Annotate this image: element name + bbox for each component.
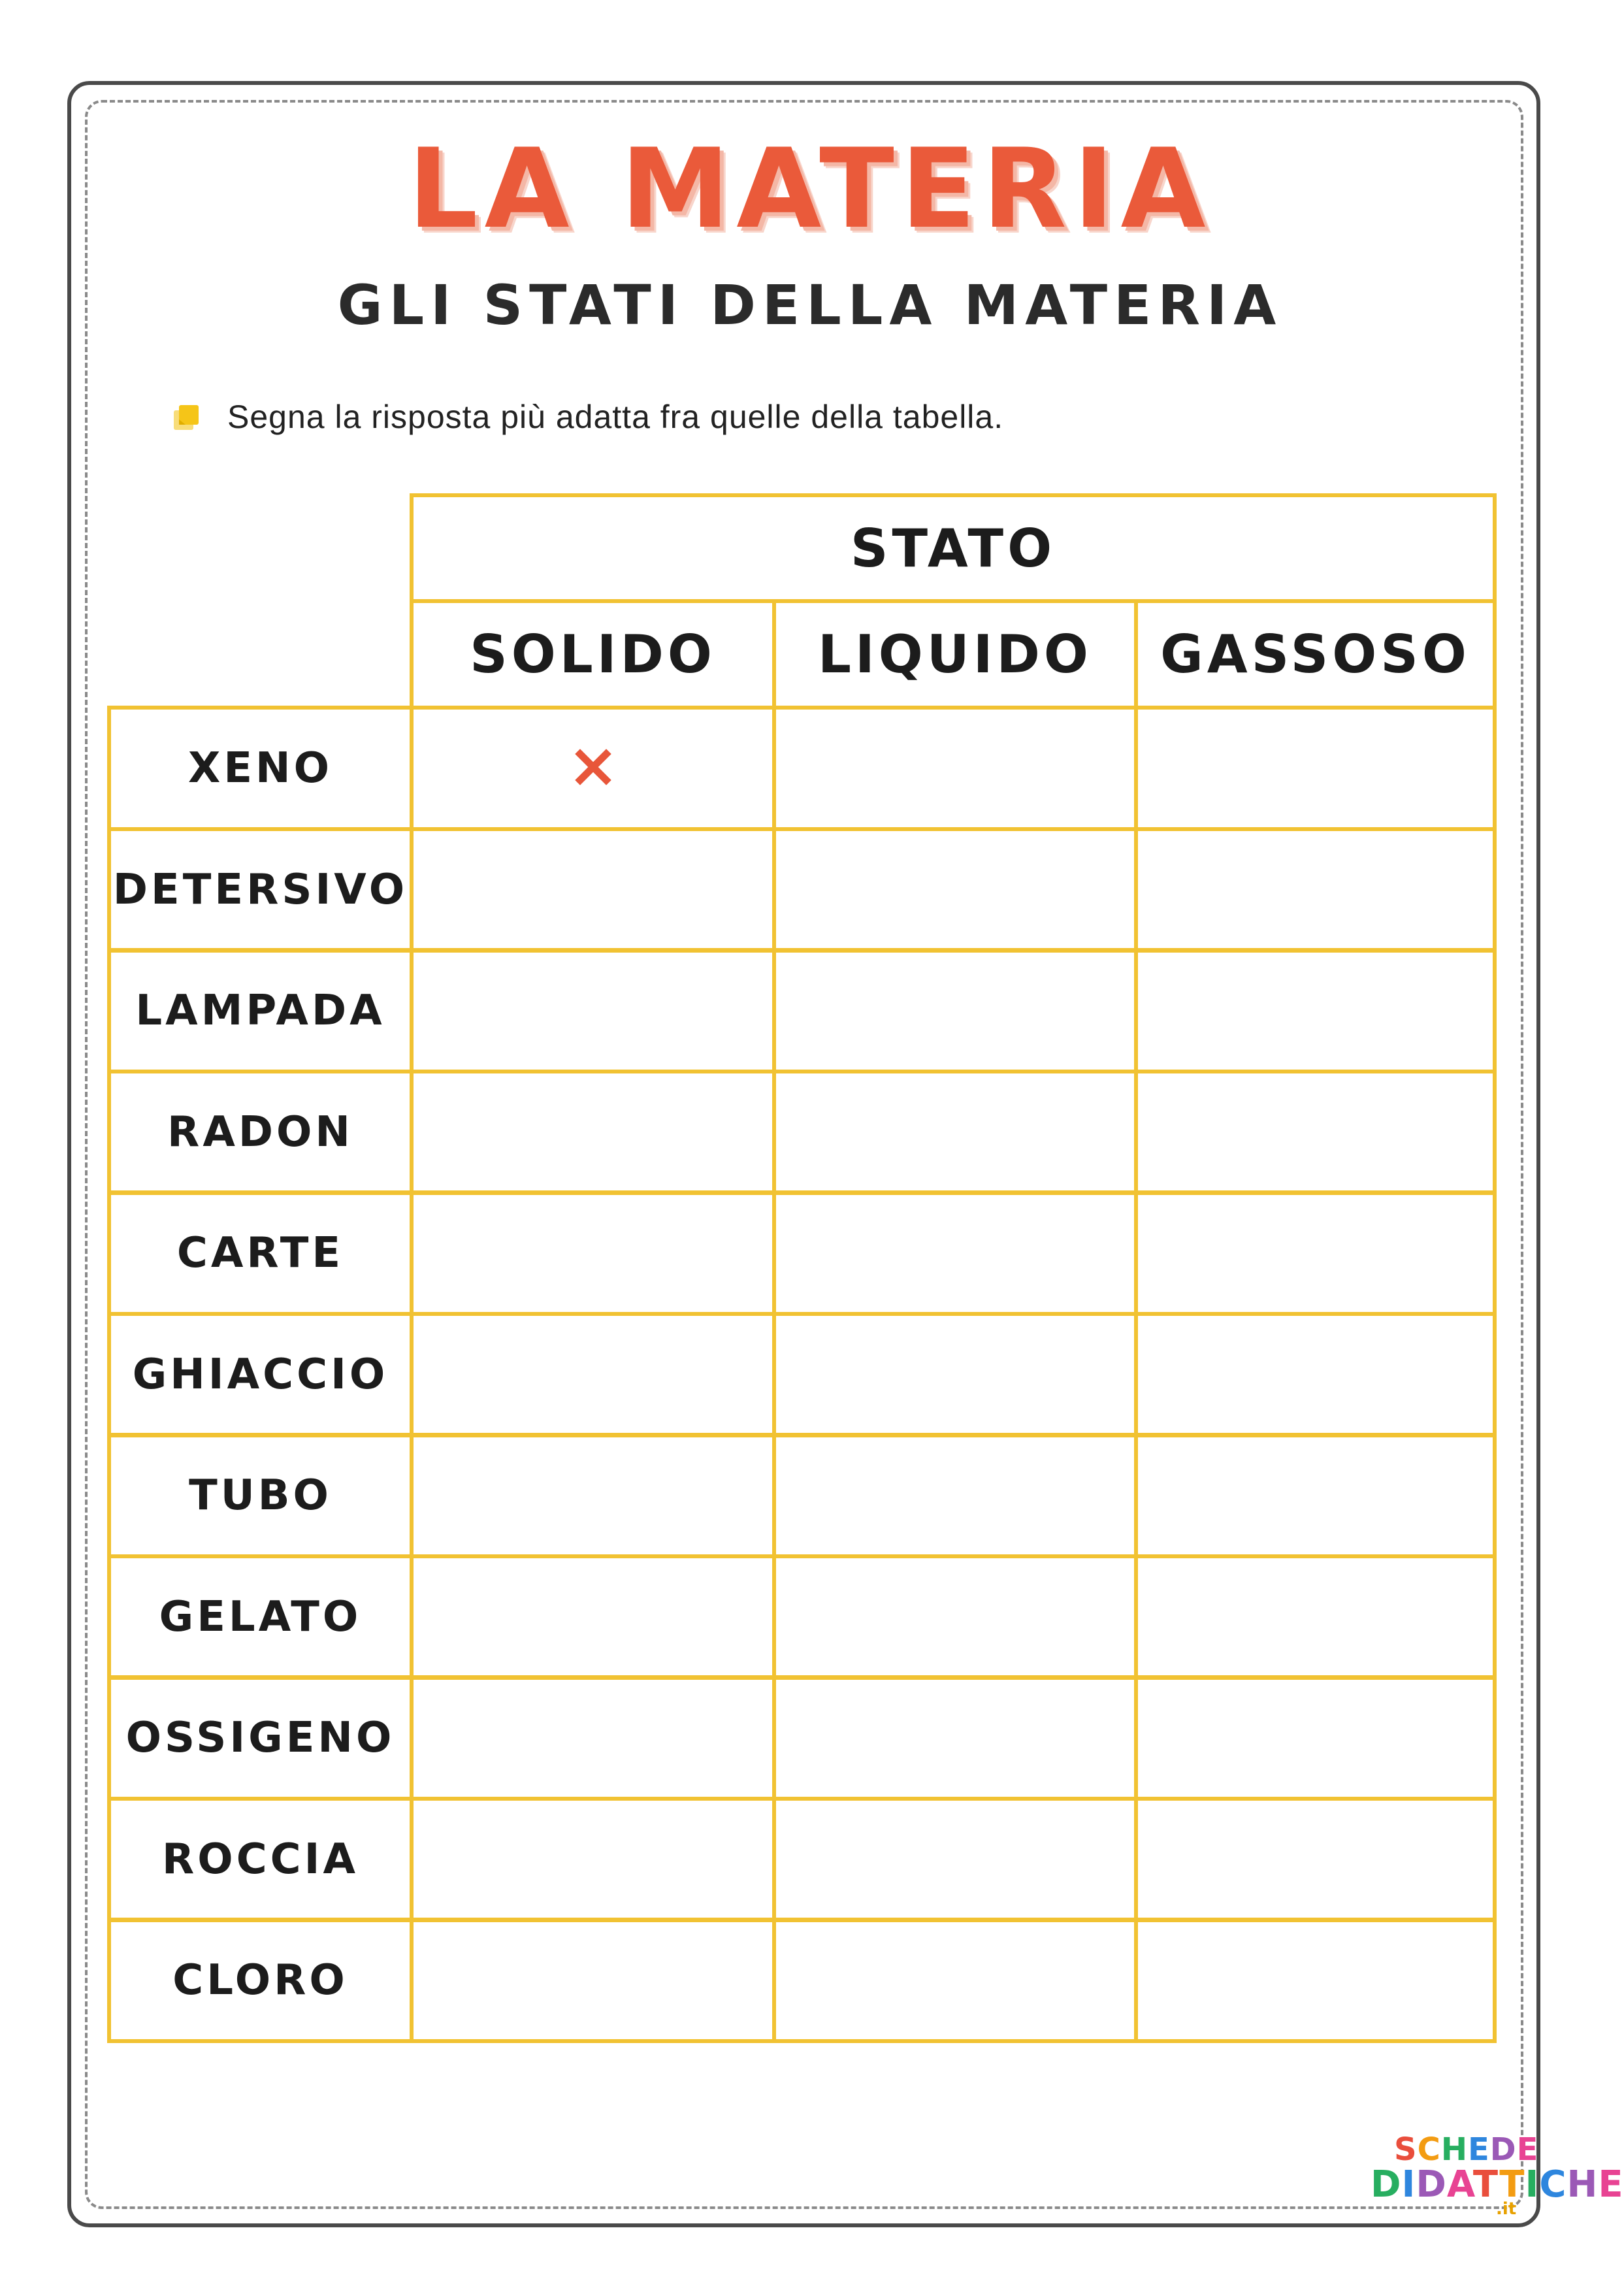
answer-cell[interactable] <box>410 1797 776 1922</box>
row-label: XENO <box>107 706 414 831</box>
answer-cell[interactable] <box>1134 1312 1497 1437</box>
row-label: OSSIGENO <box>107 1675 414 1801</box>
column-header-solido: SOLIDO <box>410 599 776 710</box>
site-logo <box>1368 2131 1624 2219</box>
page-title: LA MATERIA <box>408 125 1212 253</box>
answer-cell[interactable] <box>772 1918 1138 2043</box>
row-label: TUBO <box>107 1433 414 1558</box>
answer-cell[interactable] <box>772 1797 1138 1922</box>
answer-cell[interactable] <box>772 1070 1138 1195</box>
answer-cell[interactable] <box>410 1312 776 1437</box>
answer-cell[interactable] <box>772 1554 1138 1680</box>
logo-line-1: SCHEDE <box>1394 2131 1539 2168</box>
answer-cell[interactable] <box>1134 948 1497 1073</box>
logo-line-2: DIDATTICHE <box>1371 2163 1624 2206</box>
row-label: CLORO <box>107 1918 414 2043</box>
answer-cell[interactable] <box>410 1070 776 1195</box>
answer-cell[interactable] <box>1134 706 1497 831</box>
answer-cell[interactable] <box>1134 1675 1497 1801</box>
answer-cell[interactable] <box>1134 1918 1497 2043</box>
instruction-text: Segna la risposta più adatta fra quelle della tabella. <box>227 399 1004 435</box>
answer-cell[interactable] <box>772 1433 1138 1558</box>
answer-cell[interactable] <box>410 1554 776 1680</box>
answer-cell[interactable] <box>1134 1433 1497 1558</box>
column-header-gassoso: GASSOSO <box>1134 599 1497 710</box>
row-label: GHIACCIO <box>107 1312 414 1437</box>
cross-mark-icon <box>574 747 613 789</box>
row-label: RADON <box>107 1070 414 1195</box>
answer-cell[interactable] <box>772 1190 1138 1316</box>
answer-cell[interactable] <box>410 1675 776 1801</box>
answer-cell[interactable] <box>1134 1554 1497 1680</box>
answer-cell[interactable] <box>772 1675 1138 1801</box>
answer-cell[interactable] <box>772 827 1138 953</box>
answer-cell[interactable] <box>772 706 1138 831</box>
table-group-header: STATO <box>410 493 1497 603</box>
answer-cell[interactable] <box>1134 1797 1497 1922</box>
answer-cell[interactable] <box>410 706 776 831</box>
answer-cell[interactable] <box>1134 1190 1497 1316</box>
answer-cell[interactable] <box>410 948 776 1073</box>
answer-cell[interactable] <box>410 1918 776 2043</box>
row-label: ROCCIA <box>107 1797 414 1922</box>
answer-cell[interactable] <box>410 1433 776 1558</box>
column-header-liquido: LIQUIDO <box>772 599 1138 710</box>
row-label: CARTE <box>107 1190 414 1316</box>
answer-cell[interactable] <box>1134 827 1497 953</box>
answer-cell[interactable] <box>772 1312 1138 1437</box>
answer-cell[interactable] <box>410 827 776 953</box>
page-subtitle: GLI STATI DELLA MATERIA <box>337 273 1283 337</box>
answer-cell[interactable] <box>410 1190 776 1316</box>
row-label: GELATO <box>107 1554 414 1680</box>
logo-line-3: .it <box>1496 2199 1517 2219</box>
answer-cell[interactable] <box>772 948 1138 1073</box>
answer-cell[interactable] <box>1134 1070 1497 1195</box>
row-label: LAMPADA <box>107 948 414 1073</box>
row-label: DETERSIVO <box>107 827 414 953</box>
